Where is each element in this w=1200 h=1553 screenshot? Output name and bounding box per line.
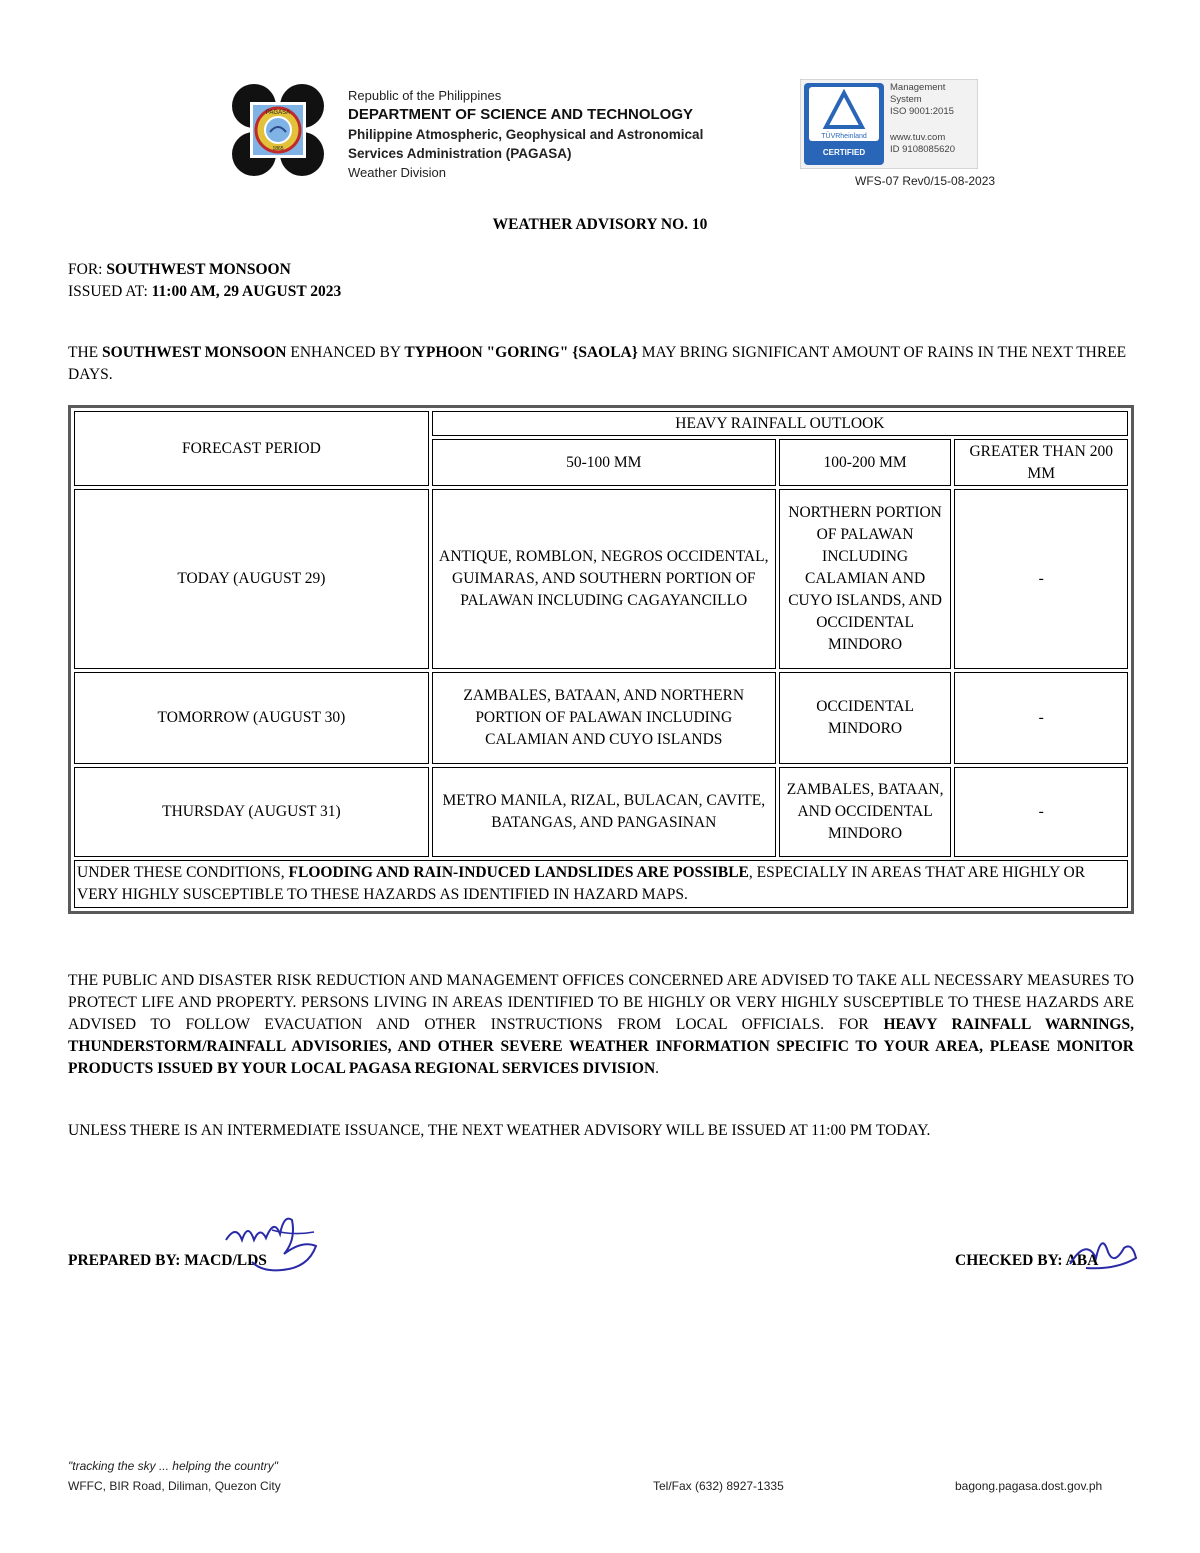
hazard-note-2: FLOODING AND RAIN-INDUCED LANDSLIDES ARE POSSIBLE (288, 864, 749, 881)
issued-row (68, 281, 341, 303)
rain-100-200-cell: OCCIDENTAL MINDORO (779, 672, 952, 764)
division-name: Weather Division (348, 165, 447, 180)
paragraph-part-1: THE PUBLIC AND DISASTER RISK REDUCTION AND MANAGEMENT OFFICES CONCERNED ARE ADVISED TO TAKE ALL NECESSARY MEASURES TO PROTECT LIFE AND PROPERTY. PERSONS LIVING IN AREAS IDENTIFIED TO BE HIGHLY OR VERY HIGHLY SUSCEPTIBLE TO THESE HAZARDS ARE ADVISED TO FOLLOW EVACUATION AND OTHER INSTRUCTIONS FROM LOCAL OFFICIALS. FOR (68, 972, 1134, 1033)
footer-telfax: Tel/Fax (632) 8927-1335 (653, 1479, 784, 1493)
forecast-period-header: FORECAST PERIOD (74, 411, 429, 486)
rain-100-200-cell: ZAMBALES, BATAAN, AND OCCIDENTAL MINDORO (779, 767, 952, 857)
advisory-paragraph (68, 970, 1134, 1080)
rain-50-100-cell: METRO MANILA, RIZAL, BULACAN, CAVITE, BATANGAS, AND PANGASINAN (432, 767, 776, 857)
issued-value: 11:00 AM, 29 AUGUST 2023 (151, 283, 342, 300)
period-cell: THURSDAY (AUGUST 31) (74, 767, 429, 857)
checked-by: CHECKED BY: ABA (955, 1252, 1099, 1269)
table-row (74, 767, 1128, 857)
period-cell: TOMORROW (AUGUST 30) (74, 672, 429, 764)
lead-part-3: ENHANCED BY (286, 344, 405, 361)
rain-50-100-cell: ANTIQUE, ROMBLON, NEGROS OCCIDENTAL, GUIMARAS, AND SOUTHERN PORTION OF PALAWAN INCLUDING CAGAYANCILLO (432, 489, 776, 669)
agency-line-1: Philippine Atmospheric, Geophysical and Astronomical (348, 127, 704, 142)
lead-part-4: TYPHOON "GORING" {SAOLA} (404, 344, 638, 361)
agency-line-2: Services Administration (PAGASA) (348, 146, 572, 161)
hazard-note-1: UNDER THESE CONDITIONS, (77, 864, 289, 881)
logo-text-bottom: 1865 (272, 146, 284, 152)
rain-gt-200-cell: - (954, 672, 1128, 764)
table-row (74, 489, 1128, 669)
prepared-signature (222, 1210, 322, 1280)
col-header-100-200: 100-200 MM (779, 439, 952, 486)
table-header-row (74, 411, 1128, 436)
checked-signature (1066, 1228, 1138, 1276)
rain-gt-200-cell: - (954, 489, 1128, 669)
issued-label: ISSUED AT: (68, 283, 152, 300)
form-code: WFS-07 Rev0/15-08-2023 (855, 174, 996, 188)
lead-paragraph (68, 342, 1134, 386)
next-issuance-paragraph: UNLESS THERE IS AN INTERMEDIATE ISSUANCE, THE NEXT WEATHER ADVISORY WILL BE ISSUED AT 11:00 PM TODAY. (68, 1122, 931, 1139)
rainfall-outlook-table (68, 405, 1134, 914)
cert-line-6: ID 9108085620 (890, 144, 955, 155)
cert-badge-status: CERTIFIED (822, 148, 866, 157)
department-name: DEPARTMENT OF SCIENCE AND TECHNOLOGY (348, 106, 694, 123)
cert-line-5: www.tuv.com (890, 132, 946, 143)
advisory-meta (68, 259, 341, 303)
agency-block (348, 86, 703, 182)
table-row (74, 672, 1128, 764)
cert-badge-name: TÜVRheinland (821, 133, 867, 140)
for-value: SOUTHWEST MONSOON (106, 261, 291, 278)
cert-line-1: Management (890, 82, 946, 93)
cert-line-2: System (890, 94, 922, 105)
for-label: FOR: (68, 261, 107, 278)
outlook-header: HEAVY RAINFALL OUTLOOK (432, 411, 1128, 436)
advisory-title: WEATHER ADVISORY NO. 10 (492, 216, 708, 233)
lead-part-1: THE (68, 344, 103, 361)
footer-address: WFFC, BIR Road, Diliman, Quezon City (68, 1479, 281, 1493)
hazard-note-3: , ESPECIALLY IN AREAS THAT ARE HIGHLY OR VERY HIGHLY SUSCEPTIBLE TO THESE HAZARDS AS IDENTIFIED IN HAZARD MAPS. (77, 864, 1086, 903)
col-header-50-100: 50-100 MM (432, 439, 776, 486)
lead-part-2: SOUTHWEST MONSOON (102, 344, 287, 361)
pagasa-logo (230, 82, 326, 178)
footer-website: bagong.pagasa.dost.gov.ph (955, 1479, 1103, 1493)
prepared-by: PREPARED BY: MACD/LDS (68, 1252, 267, 1269)
lead-part-5: MAY BRING SIGNIFICANT AMOUNT OF RAINS IN THE NEXT THREE DAYS. (68, 344, 1127, 383)
rain-50-100-cell: ZAMBALES, BATAAN, AND NORTHERN PORTION OF PALAWAN INCLUDING CALAMIAN AND CUYO ISLANDS (432, 672, 776, 764)
republic-line: Republic of the Philippines (348, 88, 502, 103)
col-header-gt-200: GREATER THAN 200 MM (954, 439, 1128, 486)
period-cell: TODAY (AUGUST 29) (74, 489, 429, 669)
rain-gt-200-cell: - (954, 767, 1128, 857)
footer-tagline: "tracking the sky ... helping the country" (68, 1459, 278, 1473)
cert-details (890, 82, 955, 156)
rain-100-200-cell: NORTHERN PORTION OF PALAWAN INCLUDING CALAMIAN AND CUYO ISLANDS, AND OCCIDENTAL MINDORO (779, 489, 952, 669)
paragraph-part-2: HEAVY RAINFALL WARNINGS, THUNDERSTORM/RAINFALL ADVISORIES, AND OTHER SEVERE WEATHER INFORMATION SPECIFIC TO YOUR AREA, PLEASE MONITOR PRODUCTS ISSUED BY YOUR LOCAL PAGASA REGIONAL SERVICES DIVISION (68, 1016, 1134, 1077)
for-row (68, 259, 341, 281)
hazard-note-cell (74, 860, 1128, 908)
logo-text-top: PAGASA (265, 110, 291, 116)
cert-line-3: ISO 9001:2015 (890, 106, 954, 117)
cert-line-4 (890, 118, 955, 132)
table-note-row (74, 860, 1128, 908)
paragraph-part-3: . (655, 1060, 660, 1077)
